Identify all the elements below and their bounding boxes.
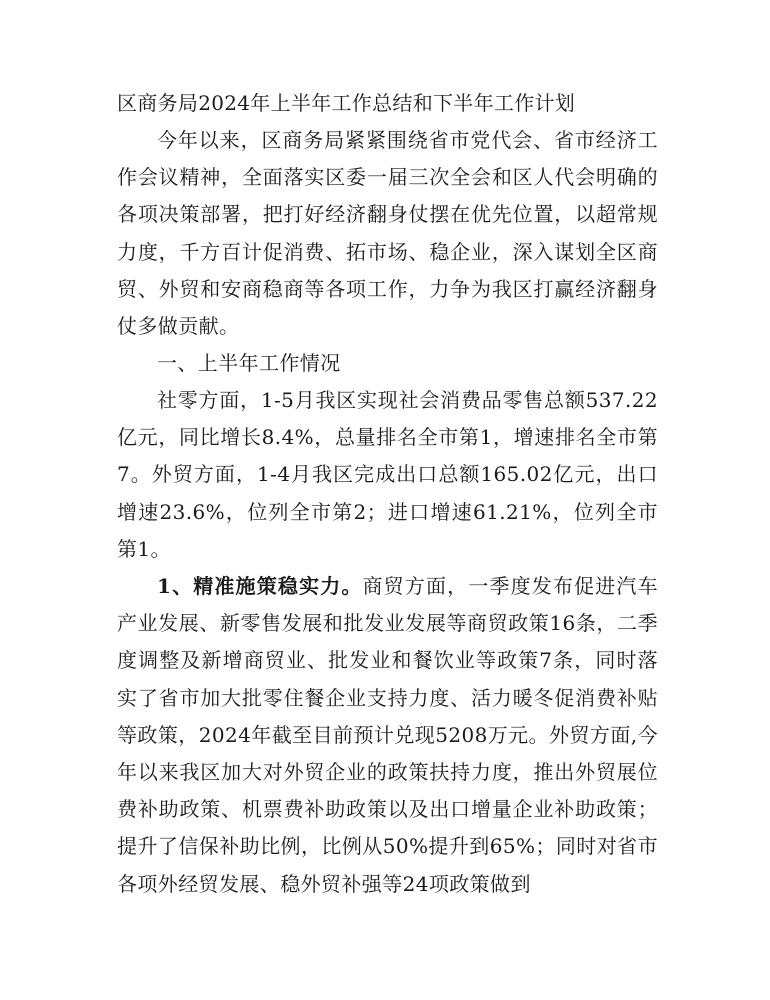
section1-heading: 1、精准施策稳实力。: [157, 574, 363, 598]
paragraph-stats: 社零方面，1-5月我区实现社会消费品零售总额537.22亿元，同比增长8.4%，总量排名全市第1，增速排名全市第7。外贸方面，1-4月我区完成出口总额165.02亿元，出口增速23.6%，位列全市第2；进口增速61.21%，位列全市第1。: [117, 388, 658, 561]
intro-paragraph: [117, 122, 658, 345]
section-heading-block: [117, 345, 658, 382]
section-heading-first-half: 一、上半年工作情况: [157, 351, 341, 375]
paragraph-intro: 今年以来，区商务局紧紧围绕省市党代会、省市经济工作会议精神，全面落实区委一届三次全会和区人代会明确的各项决策部署，把打好经济翻身仗摆在优先位置，以超常规力度，千方百计促消费、拓市场、稳企业，深入谋划全区商贸、外贸和安商稳商等各项工作，力争为我区打赢经济翻身仗多做贡献。: [117, 128, 658, 339]
document-title: 区商务局2024年上半年工作总结和下半年工作计划: [117, 91, 576, 115]
paragraph-section1: [117, 568, 658, 903]
section1-block: [117, 568, 658, 903]
stats-paragraph-block: [117, 382, 658, 568]
section1-text: 商贸方面，一季度发布促进汽车产业发展、新零售发展和批发业发展等商贸政策16条，二季度调整及新增商贸业、批发业和餐饮业等政策7条，同时落实了省市加大批零住餐企业支持力度、活力暖冬促消费补贴等政策，2024年截至目前预计兑现5208万元。外贸方面,今年以来我区加大对外贸企业的政策扶持力度，推出外贸展位费补助政策、机票费补助政策以及出口增量企业补助政策；提升了信保补助比例，比例从50%提升到65%；同时对省市各项外经贸发展、稳外贸补强等24项政策做到: [117, 574, 658, 896]
